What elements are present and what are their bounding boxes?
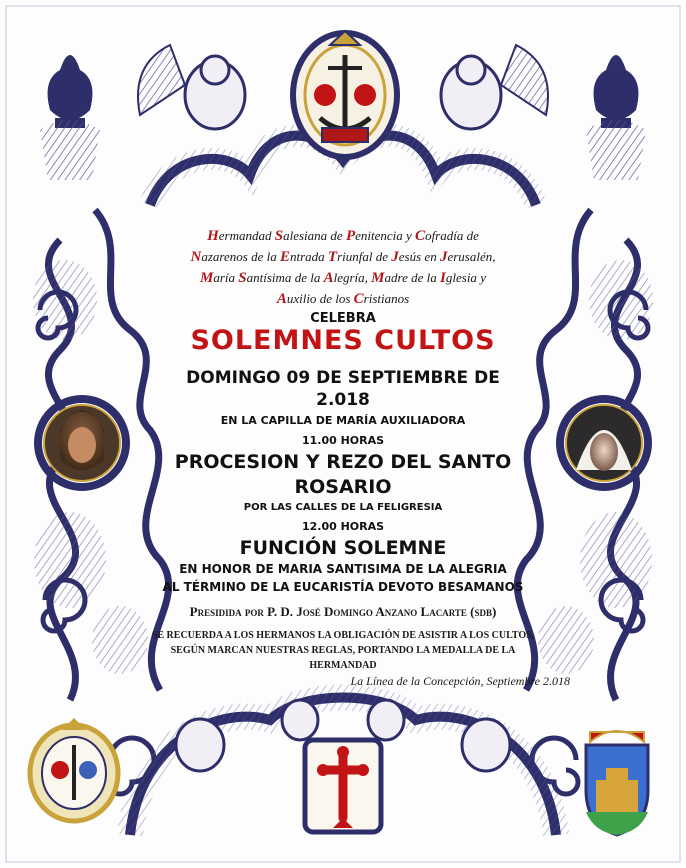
header-line-1: Hermandad Salesiana de Penitencia y Cofradía de	[207, 228, 479, 244]
town-shield-icon	[586, 731, 648, 835]
reminder-line-1: SE RECUERDA A LOS HERMANOS LA OBLIGACIÓN DE ASISTIR A LOS CULTOS,	[151, 630, 535, 641]
event-1-line-1: PROCESION Y REZO DEL SANTO	[174, 451, 512, 473]
event-2-title: FUNCIÓN SOLEMNE	[239, 537, 447, 559]
page-title: SOLEMNES CULTOS	[190, 325, 496, 356]
event-2-sub: EN HONOR DE MARIA SANTISIMA DE LA ALEGRIA	[179, 562, 507, 576]
place-label: EN LA CAPILLA DE MARÍA AUXILIADORA	[220, 414, 466, 427]
event-1-line-2: ROSARIO	[294, 476, 392, 498]
date-line-1: DOMINGO 09 DE SEPTIEMBRE DE	[186, 368, 500, 388]
salesian-medallion-icon	[30, 718, 118, 821]
besamanos-label: AL TÉRMINO DE LA EUCARISTÍA DEVOTO BESAMANOS	[162, 580, 524, 594]
celebra-label: CELEBRA	[310, 311, 376, 326]
header-line-4: Auxilio de los Cristianos	[276, 291, 410, 307]
santiago-cross-icon	[305, 740, 381, 832]
reminder-line-2: SEGÚN MARCAN NUESTRAS REGLAS, PORTANDO LA MEDALLA DE LA	[170, 645, 516, 656]
event-1-sub: POR LAS CALLES DE LA FELIGRESIA	[243, 502, 443, 513]
date-line-2: 2.018	[316, 390, 370, 410]
header-line-3: María Santísima de la Alegría, Madre de la Iglesia y	[200, 270, 486, 286]
time-2: 12.00 HORAS	[301, 520, 385, 533]
cherub-icon	[138, 45, 245, 129]
reminder-line-3: HERMANDAD	[309, 660, 377, 671]
header-line-2: Nazarenos de la Entrada Triunfal de Jesús en Jerusalén,	[190, 249, 496, 265]
time-1: 11.00 HORAS	[301, 434, 385, 447]
presided-by: Presidida por P. D. José Domingo Anzano Lacarte (sdb)	[189, 604, 497, 619]
signature-line: La Línea de la Concepción, Septiembre 2.018	[350, 674, 570, 688]
brotherhood-crest-icon	[293, 31, 397, 157]
